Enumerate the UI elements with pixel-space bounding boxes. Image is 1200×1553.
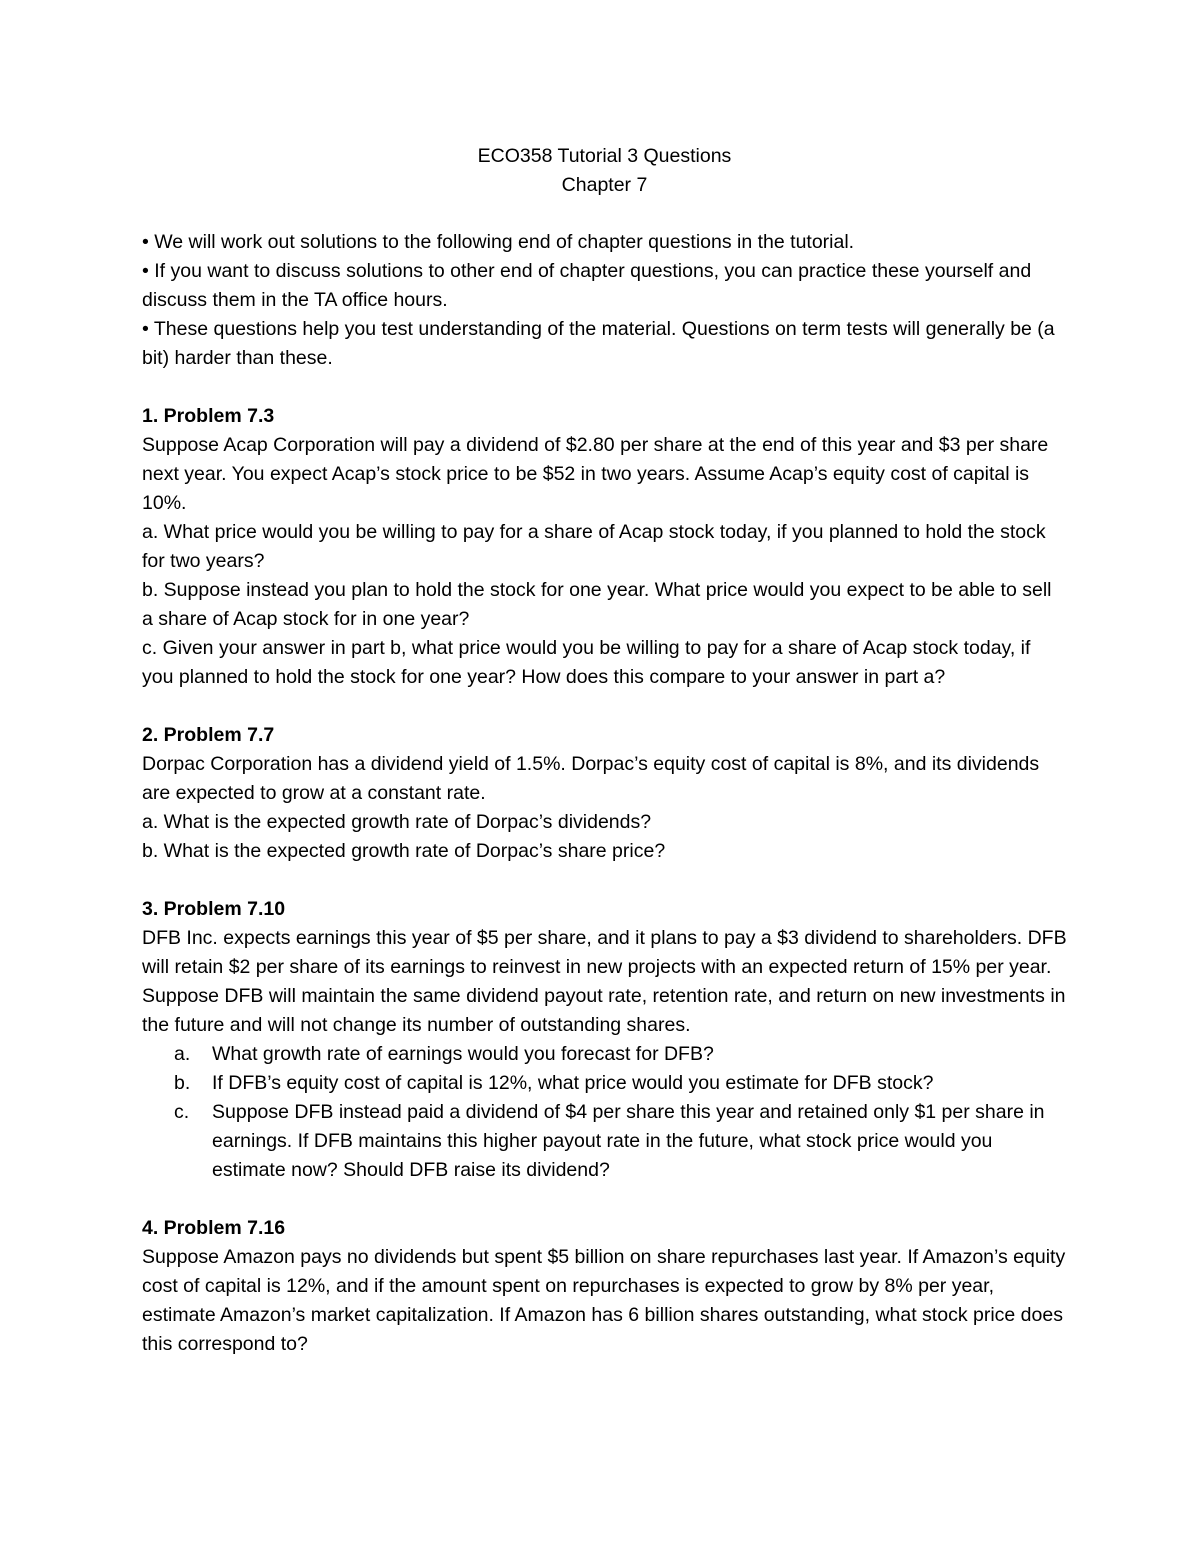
problem-part: b. What is the expected growth rate of Dorpac’s share price? [142,840,666,862]
problem-3 [142,895,1067,1185]
title-block [142,142,1067,200]
problem-parts-list [142,1040,1067,1185]
problem-statement: Dorpac Corporation has a dividend yield of 1.5%. Dorpac’s equity cost of capital is 8%, and its dividends are expected to grow at a constant rate. [142,753,1040,804]
problem-statement: Suppose Amazon pays no dividends but spent $5 billion on share repurchases last year. If Amazon’s equity cost of capital is 12%, and if the amount spent on repurchases is expected to grow by 8% per year, estimate Amazon’s market capitalization. If Amazon has 6 billion shares outstanding, what stock price does this correspond to? [142,1246,1066,1355]
chapter-subtitle: Chapter 7 [561,174,648,196]
document-page [142,142,1067,1359]
list-item [142,1040,1067,1069]
intro-notes [142,228,1067,373]
problem-heading: 3. Problem 7.10 [142,898,286,920]
problem-heading: 2. Problem 7.7 [142,724,275,746]
list-marker: a. [174,1043,191,1065]
problem-part: a. What is the expected growth rate of Dorpac’s dividends? [142,811,652,833]
list-item-text: What growth rate of earnings would you forecast for DFB? [212,1043,714,1065]
list-item [142,1098,1067,1185]
intro-bullet: • We will work out solutions to the following end of chapter questions in the tutorial. [142,231,855,253]
problem-2 [142,721,1067,866]
intro-bullet: • If you want to discuss solutions to other end of chapter questions, you can practice these yourself and discuss them in the TA office hours. [142,260,1032,311]
list-item [142,1069,1067,1098]
problem-statement: Suppose Acap Corporation will pay a dividend of $2.80 per share at the end of this year and $3 per share next year. You expect Acap’s stock price to be $52 in two years. Assume Acap’s equity cost of capital is 10%. [142,434,1049,514]
problem-part: b. Suppose instead you plan to hold the stock for one year. What price would you expect to be able to sell a share of Acap stock for in one year? [142,579,1052,630]
problem-heading: 4. Problem 7.16 [142,1217,286,1239]
list-item-text: If DFB’s equity cost of capital is 12%, what price would you estimate for DFB stock? [212,1072,934,1094]
problem-heading: 1. Problem 7.3 [142,405,275,427]
document-title: ECO358 Tutorial 3 Questions [477,145,732,167]
intro-bullet: • These questions help you test understanding of the material. Questions on term tests will generally be (a bit) harder than these. [142,318,1055,369]
problem-4 [142,1214,1067,1359]
problem-statement: DFB Inc. expects earnings this year of $5 per share, and it plans to pay a $3 dividend to shareholders. DFB will retain $2 per share of its earnings to reinvest in new projects with an expected return of 15% per year. Suppose DFB will maintain the same dividend payout rate, retention rate, and return on new investments in the future and will not change its number of outstanding shares. [142,927,1067,1036]
list-marker: b. [174,1072,191,1094]
problem-1 [142,402,1067,692]
list-item-text: Suppose DFB instead paid a dividend of $4 per share this year and retained only $1 per share in earnings. If DFB maintains this higher payout rate in the future, what stock price would you estimate now? Should DFB raise its dividend? [212,1101,1045,1181]
problem-part: a. What price would you be willing to pay for a share of Acap stock today, if you planned to hold the stock for two years? [142,521,1046,572]
list-marker: c. [174,1101,190,1123]
problem-part: c. Given your answer in part b, what price would you be willing to pay for a share of Acap stock today, if you planned to hold the stock for one year? How does this compare to your answer in part a? [142,637,1031,688]
